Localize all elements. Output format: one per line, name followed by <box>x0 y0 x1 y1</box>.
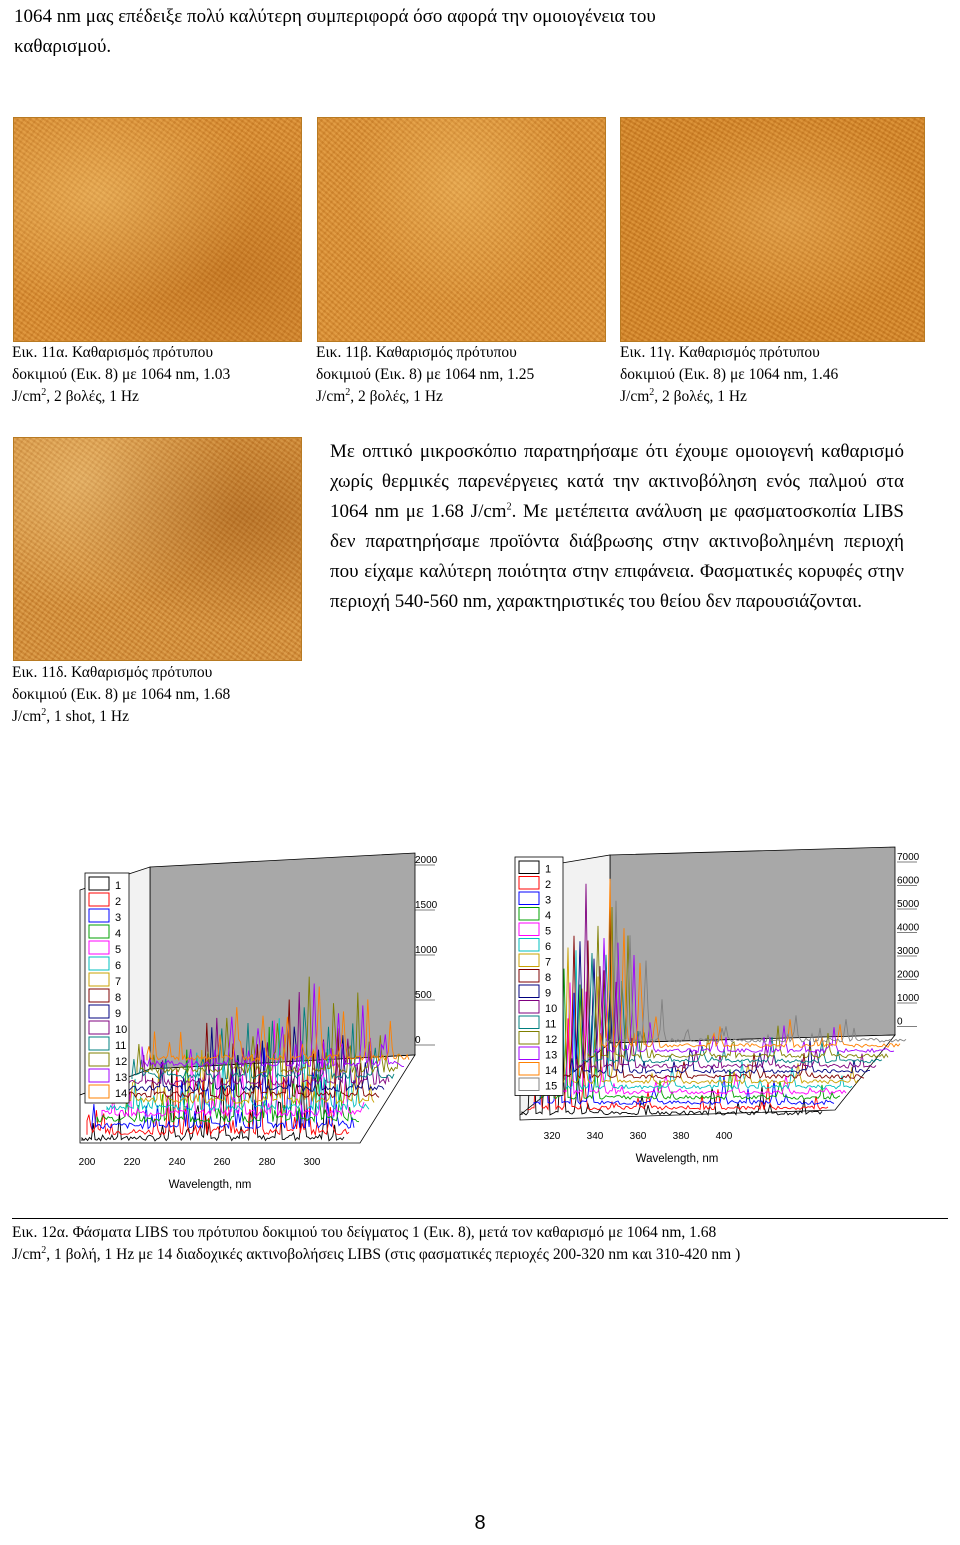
caption-11a-line3: $J/cm^2$, 2 βολές, 1 Hz <box>12 386 139 405</box>
legend-label-5: 5 <box>115 944 122 956</box>
legend-label-3: 3 <box>545 894 552 907</box>
z-tick-label-1000: 1000 <box>897 993 920 1004</box>
legend-swatch-4 <box>519 908 539 921</box>
caption-11c <box>620 342 903 408</box>
legend-label-14: 14 <box>115 1088 128 1100</box>
intro-line-2: καθαρισμού. <box>14 36 112 57</box>
legend-swatch-1 <box>519 861 539 874</box>
legend-label-1: 1 <box>115 880 122 892</box>
caption-11d-line2: δοκιμιού (Εικ. 8) με 1064 nm, 1.68 <box>12 686 231 703</box>
legend-swatch-8 <box>89 989 109 1002</box>
libs-spectra-chart-1 <box>70 845 460 1200</box>
x-tick-label-260: 260 <box>213 1157 231 1168</box>
legend-label-1: 1 <box>545 863 552 876</box>
z-tick-label-5000: 5000 <box>897 899 920 910</box>
x-axis-title: Wavelength, nm <box>635 1153 719 1165</box>
legend-swatch-11 <box>89 1037 109 1050</box>
caption-11b-line2: δοκιμιού (Εικ. 8) με 1064 nm, 1.25 <box>316 366 535 383</box>
legend-label-15: 15 <box>545 1080 558 1093</box>
x-tick-label-220: 220 <box>123 1157 141 1168</box>
z-tick-label-7000: 7000 <box>897 852 920 863</box>
legend-label-7: 7 <box>545 956 552 969</box>
x-tick-label-380: 380 <box>672 1131 690 1142</box>
caption-11b-line1: Εικ. 11β. Καθαρισμός πρότυπου <box>316 344 517 361</box>
z-tick-label-3000: 3000 <box>897 946 920 957</box>
caption-11c-line2: δοκιμιού (Εικ. 8) με 1064 nm, 1.46 <box>620 366 839 383</box>
legend-label-7: 7 <box>115 976 122 988</box>
legend-swatch-4 <box>89 925 109 938</box>
caption-11c-line3: $J/cm^2$, 2 βολές, 1 Hz <box>620 386 747 405</box>
legend-swatch-7 <box>89 973 109 986</box>
z-tick-label-1000: 1000 <box>415 945 438 956</box>
page-number: 8 <box>474 1512 486 1534</box>
z-tick-label-2000: 2000 <box>897 969 920 981</box>
chart-2-legend <box>515 857 563 1096</box>
legend-label-2: 2 <box>115 896 122 908</box>
legend-swatch-2 <box>89 893 109 906</box>
intro-line-1: 1064 nm μας επέδειξε πολύ καλύτερη συμπεριφορά όσο αφορά την ομοιογένεια του <box>14 6 656 27</box>
legend-swatch-1 <box>89 877 109 890</box>
z-tick-label-500: 500 <box>415 990 432 1001</box>
caption-11a-line2: δοκιμιού (Εικ. 8) με 1064 nm, 1.03 <box>12 366 231 383</box>
legend-label-12: 12 <box>115 1056 128 1068</box>
caption-12a <box>12 1222 948 1266</box>
micrograph-11b <box>317 117 606 342</box>
legend-label-10: 10 <box>545 1003 558 1015</box>
caption-11a <box>12 342 295 408</box>
caption-11b <box>316 342 599 408</box>
legend-label-2: 2 <box>545 879 552 891</box>
legend-label-9: 9 <box>115 1008 122 1020</box>
legend-swatch-9 <box>89 1005 109 1018</box>
legend-label-11: 11 <box>115 1040 127 1052</box>
x-tick-label-340: 340 <box>586 1131 604 1142</box>
caption-12a-line2: $J/cm^2$, 1 βολή, 1 Hz με 14 διαδοχικές ακτινοβολήσεις LIBS (στις φασματικές περιοχές 200-320 nm και 310-420 nm ) <box>12 1244 741 1263</box>
caption-11d-line3: $J/cm^2$, 1 shot, 1 Hz <box>12 706 129 725</box>
legend-label-6: 6 <box>115 960 122 972</box>
legend-swatch-6 <box>89 957 109 970</box>
legend-label-8: 8 <box>545 972 552 984</box>
legend-label-13: 13 <box>115 1072 128 1084</box>
legend-label-8: 8 <box>115 992 122 1004</box>
legend-swatch-9 <box>519 985 539 998</box>
legend-swatch-14 <box>89 1085 109 1098</box>
legend-label-3: 3 <box>115 912 122 924</box>
legend-swatch-15 <box>519 1078 539 1091</box>
legend-swatch-14 <box>519 1063 539 1076</box>
z-tick-label-1500: 1500 <box>415 900 438 911</box>
legend-swatch-3 <box>519 892 539 905</box>
z-tick-label-0: 0 <box>415 1035 421 1046</box>
back-wall <box>610 847 895 1043</box>
body-paragraph: Με οπτικό μικροσκόπιο παρατηρήσαμε ότι έχουμε ομοιογενή καθαρισμό χωρίς θερμικές παρενέργειες κατά την ακτινοβόληση ενός παλμού στα 1064 nm με 1.68 $J/cm^2$. Με μετέπειτα ανάλυση με φασματοσκοπία LIBS δεν παρατηρήσαμε προϊόντα διάβρωσης στην ακτινοβολημένη περιοχή που είχαμε καλύτερη ποιότητα στην επιφάνεια. Φασματικές κορυφές στην περιοχή 540-560 nm, χαρακτηριστικές του θείου δεν παρουσιάζονται. <box>330 441 904 612</box>
legend-label-10: 10 <box>115 1024 128 1036</box>
legend-label-4: 4 <box>115 928 122 940</box>
caption-11d <box>12 662 295 728</box>
z-tick-label-2000: 2000 <box>415 855 438 866</box>
legend-swatch-12 <box>519 1032 539 1045</box>
x-tick-label-400: 400 <box>715 1131 733 1142</box>
legend-swatch-2 <box>519 877 539 890</box>
legend-swatch-10 <box>519 1001 539 1014</box>
legend-swatch-13 <box>519 1047 539 1060</box>
micrograph-11d <box>13 437 302 661</box>
legend-swatch-6 <box>519 939 539 952</box>
legend-swatch-8 <box>519 970 539 983</box>
x-tick-label-360: 360 <box>629 1131 647 1142</box>
x-axis-title: Wavelength, nm <box>168 1179 252 1191</box>
x-tick-label-300: 300 <box>303 1157 321 1168</box>
micrograph-11a <box>13 117 302 342</box>
legend-label-13: 13 <box>545 1049 558 1062</box>
back-wall <box>150 853 415 1069</box>
caption-12a-line1: Εικ. 12α. Φάσματα LIBS του πρότυπου δοκιμιού του δείγματος 1 (Εικ. 8), μετά τον καθαρισμό με 1064 nm, 1.68 <box>12 1224 717 1241</box>
legend-swatch-10 <box>89 1021 109 1034</box>
legend-swatch-13 <box>89 1069 109 1082</box>
caption-11d-line1: Εικ. 11δ. Καθαρισμός πρότυπου <box>12 664 213 681</box>
x-tick-label-240: 240 <box>168 1157 186 1168</box>
legend-label-9: 9 <box>545 987 552 1000</box>
legend-label-11: 11 <box>545 1018 557 1031</box>
z-tick-label-4000: 4000 <box>897 922 920 934</box>
chart-1-legend <box>85 873 129 1103</box>
chart-1-frame <box>80 853 415 1143</box>
legend-swatch-7 <box>519 954 539 967</box>
caption-11b-line3: $J/cm^2$, 2 βολές, 1 Hz <box>316 386 443 405</box>
z-tick-label-0: 0 <box>897 1016 903 1028</box>
z-tick-label-6000: 6000 <box>897 875 920 887</box>
legend-label-12: 12 <box>545 1034 558 1046</box>
x-tick-label-280: 280 <box>258 1157 276 1168</box>
legend-label-5: 5 <box>545 925 552 938</box>
caption-divider <box>12 1218 948 1219</box>
legend-swatch-5 <box>89 941 109 954</box>
x-tick-label-320: 320 <box>543 1131 561 1142</box>
legend-swatch-3 <box>89 909 109 922</box>
caption-11c-line1: Εικ. 11γ. Καθαρισμός πρότυπου <box>620 344 820 361</box>
legend-swatch-12 <box>89 1053 109 1066</box>
legend-label-14: 14 <box>545 1065 558 1077</box>
x-tick-label-200: 200 <box>78 1157 96 1168</box>
legend-swatch-5 <box>519 923 539 936</box>
micrograph-11c <box>620 117 925 342</box>
legend-label-4: 4 <box>545 910 552 922</box>
libs-spectra-chart-2 <box>500 825 940 1170</box>
legend-label-6: 6 <box>545 941 552 953</box>
caption-11a-line1: Εικ. 11α. Καθαρισμός πρότυπου <box>12 344 214 361</box>
legend-swatch-11 <box>519 1016 539 1029</box>
